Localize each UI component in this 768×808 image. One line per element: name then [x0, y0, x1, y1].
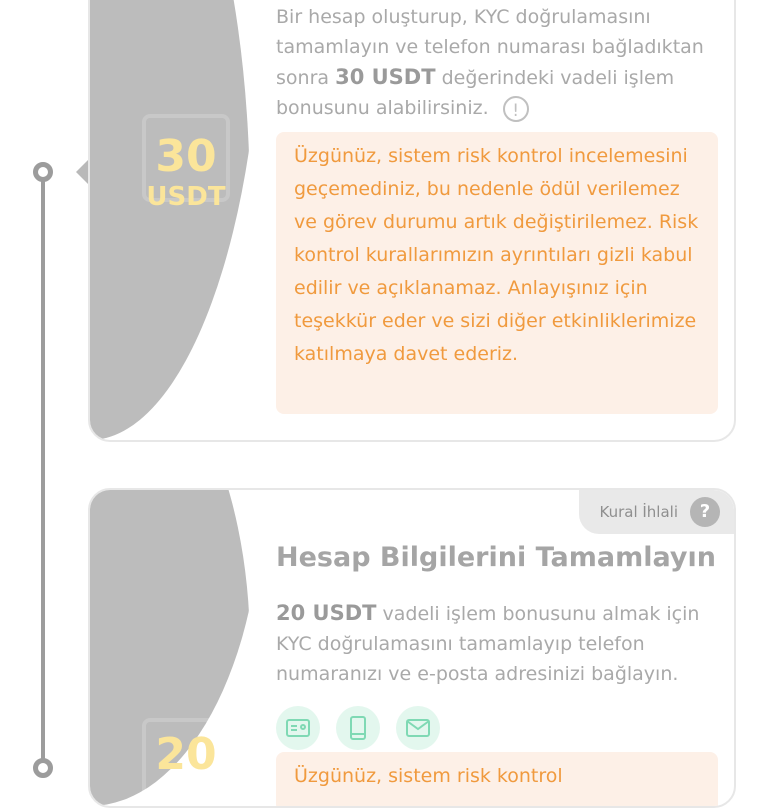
info-icon[interactable]: !: [503, 96, 529, 122]
timeline-line: [41, 174, 45, 774]
risk-control-alert: Üzgünüz, sistem risk kontrol incelemesini geçemediniz, bu nedenle ödül verilemez ve görev durumu artık değiştirilemez. Risk kontrol kurallarımızın ayrıntıları gizli kabul edilir ve açıklanamaz. Anlayışınız için teşekkür eder ve sizi diğer etkinliklerimize katılmaya davet ederiz.: [276, 132, 718, 414]
email-icon: [396, 706, 440, 750]
desc-text: Bir hesap oluşturup, KYC doğrulamasını tamamlayın ve telefon numarası bağladıktan sonra: [276, 6, 704, 89]
risk-control-alert: Üzgünüz, sistem risk kontrol: [276, 752, 718, 808]
task-card-kyc-phone[interactable]: [88, 0, 736, 442]
rule-violation-label: Kural İhlali: [599, 503, 678, 521]
desc-highlight: 20 USDT: [276, 601, 377, 625]
task-description: [276, 2, 704, 123]
card-reward-panel: [90, 0, 262, 440]
reward-amount: 20: [155, 729, 217, 780]
phone-icon: [336, 706, 380, 750]
reward-badge: [112, 730, 260, 780]
card-pointer: [76, 160, 88, 184]
requirement-icons: [276, 706, 440, 750]
timeline-dot: [33, 162, 53, 182]
task-title: Hesap Bilgilerini Tamamlayın: [276, 542, 716, 573]
task-card-account-info[interactable]: [88, 488, 736, 808]
task-description: [276, 598, 704, 689]
id-card-icon: [276, 706, 320, 750]
reward-amount: 30: [155, 131, 217, 182]
desc-text: vadeli işlem bonusunu almak için KYC doğrulamasını tamamlayıp telefon numaranızı ve e-posta adresinizi bağlayın.: [276, 603, 700, 685]
help-icon[interactable]: ?: [690, 497, 720, 527]
desc-highlight: 30 USDT: [335, 65, 436, 89]
timeline-dot: [33, 758, 53, 778]
reward-unit: USDT: [146, 182, 226, 212]
desc-text: değerindeki vadeli işlem bonusunu alabilirsiniz.: [276, 67, 675, 119]
rule-violation-tag[interactable]: [579, 490, 734, 534]
reward-badge: [112, 132, 260, 212]
